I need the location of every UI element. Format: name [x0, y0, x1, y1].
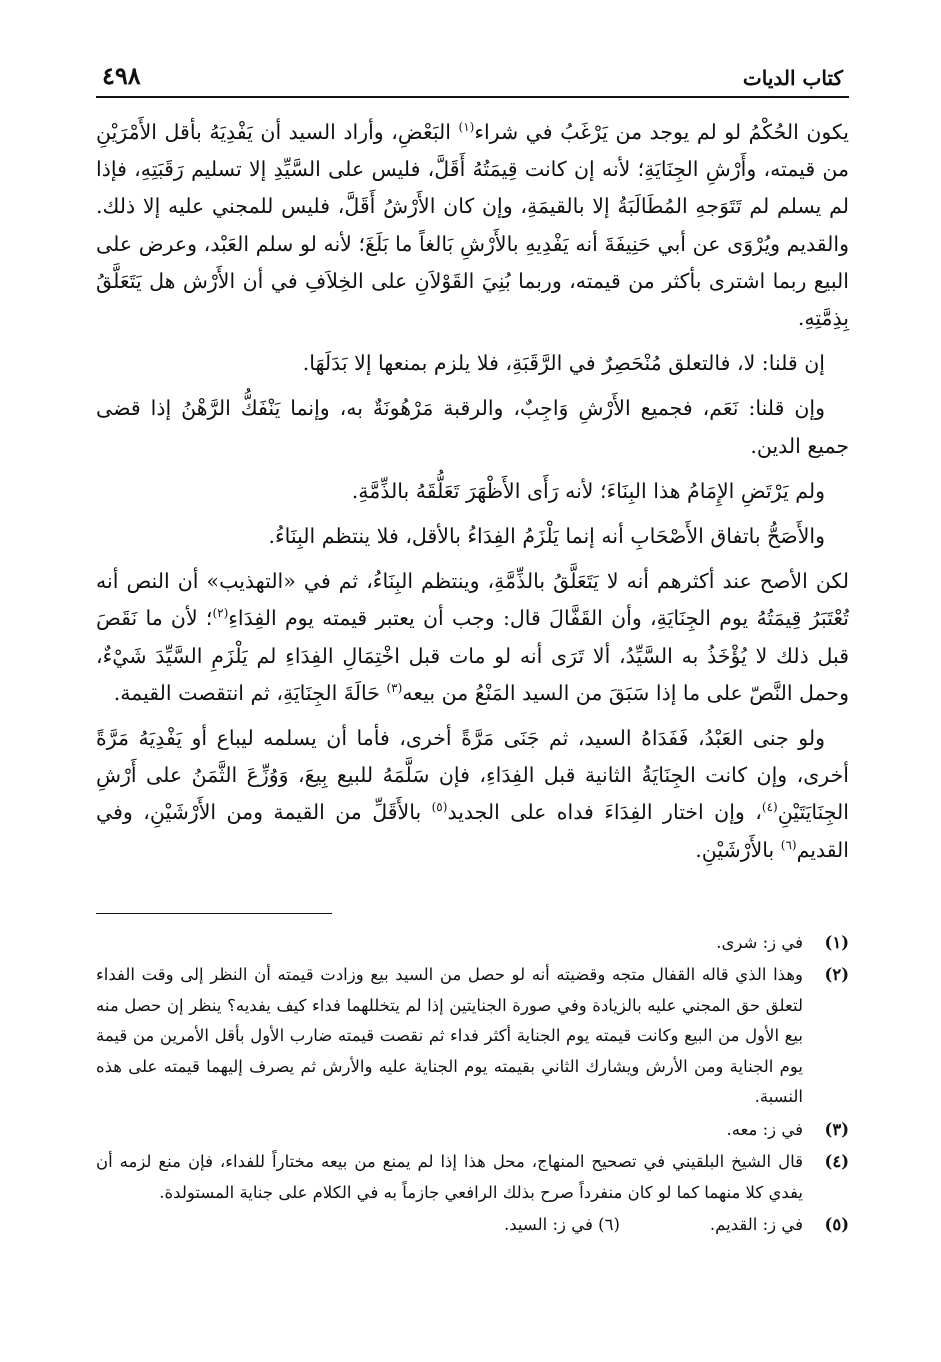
footnote-ref: (٣)	[386, 681, 403, 696]
running-title: كتاب الديات	[742, 66, 843, 90]
footnote-divider	[96, 913, 332, 914]
footnote	[96, 1210, 849, 1241]
footnote-number: (١)	[824, 932, 849, 952]
footnote-number: (٢)	[824, 965, 849, 985]
footnote-ref: (٤)	[761, 800, 778, 815]
paragraph: لكن الأصح عند أكثرهم أنه لا يَتَعَلَّقُ بالذِّمَّةِ، وينتظم البِنَاءُ، ثم في «التهذيب» أن النص أنه تُعْتَبَرُ قِيمَتُهُ يوم الجِنَايَةِ، وأن القَفَّالَ قال: وجب أن يعتبر قيمته يوم الفِدَاءِ$^{(٢)}$؛ لأن ما نَقَصَ قبل ذلك لا يُؤْخَذُ به السَّيِّدُ، ألا تَرَى أنه لو مات قبل اخْتِمَالِ الفِدَاءِ لم يَلْزَمِ السَّيِّدَ شَيْءٌ، وحمل النَّصّ على ما إذا سَبَقَ من السيد المَنْعُ من بيعه$^{(٣)}$ حَالَةَ الجِنَايَةِ، ثم انتقصت القيمة.	[96, 569, 849, 705]
page-number: ٤٩٨	[102, 61, 141, 90]
paragraph: إن قلنا: لا، فالتعلق مُنْحَصِرٌ في الرَّقَبَةِ، فلا يلزم بمنعها إلا بَدَلَهَا.	[302, 351, 825, 376]
footnote	[96, 960, 849, 1113]
paragraph: يكون الحُكْمُ لو لم يوجد من يَرْغَبُ في شراء$^{(١)}$ البَعْضِ، وأراد السيد أن يَفْدِيَهُ بأقل الأَمْرَيْنِ من قيمته، وأَرْشِ الجِنَايَةِ؛ لأنه إن كانت قِيمَتُهُ أَقَلَّ، فليس على السَّيِّدِ إلا تسليم رَقَبَتِهِ، فإذا لم يسلم لم تَتَوَجهِ المُطَالَبَةُ إلا بالقيمَةِ، وإن كان الأَرْشُ أَقَلَّ، فليس للمجني عليه إلا ذلك. والقديم ويُرْوَى عن أبي حَنِيفَةَ أنه يَفْدِيهِ بالأَرْشِ بَالغاً ما بَلَغَ؛ لأنه لو سلم العَبْد، وعرض على البيع ربما اشترى بأكثر من قيمته، وربما بُنِيَ القَوْلاَنِ على الخِلاَفِ في أن الأَرْش هل يَتَعَلَّقُ بِذِمَّتِهِ.	[96, 120, 849, 331]
footnote-text: في ز: معه.	[726, 1119, 803, 1139]
footnote	[96, 928, 849, 959]
footnote-text-pair	[96, 1210, 803, 1241]
footnote-text: في ز: شرى.	[716, 932, 803, 952]
footnotes	[96, 928, 849, 1241]
paragraph: ولم يَرْتَضِ الإِمَامُ هذا البِنَاءَ؛ لأنه رَأَى الأَظْهَرَ تَعَلُّقَهُ بالذِّمَّةِ.	[351, 478, 825, 503]
footnote-ref: (٦)	[780, 837, 797, 852]
footnote-text: (٦) في ز: السيد.	[504, 1215, 620, 1235]
footnote	[96, 1147, 849, 1208]
paragraph: ولو جنى العَبْدُ، فَفَدَاهُ السيد، ثم جَنَى مَرَّةً أخرى، فأما أن يسلمه ليباع أو يَفْدِيَهُ مَرَّةً أخرى، وإن كانت الجِنَايَةُ الثانية قبل الفِدَاءِ، فإن سَلَّمَهُ للبيع بِيعَ، وَوُزِّعَ الثَّمَنُ على أَرْشِ الجِنَايَتَيْنِ$^{(٤)}$، وإن اختار الفِدَاءَ فداه على الجديد$^{(٥)}$ بالأَقَلِّ من القيمة ومن الأَرْشَيْنِ، وفي القديم$^{(٦)}$ بالأَرْشَيْنِ.	[96, 726, 849, 862]
footnote-ref: (٥)	[431, 800, 448, 815]
footnote-text: وهذا الذي قاله القفال متجه وقضيته أنه لو حصل من السيد بيع وزادت قيمته أن النظر إلى وقت الفداء لتعلق حق المجني عليه بالزيادة وفي صورة الجنايتين إذا لم يتخللهما فداء كيف يفديه؟ ينظر إن حصل منه بيع الأول من البيع وكانت قيمته يوم الجناية أكثر فداء ثم نقصت قيمته ضارب الأول بأقل الأمرين من قيمة يوم الجناية ومن الأرش ويشارك الثاني بقيمته يوم الجناية عليه والأرش ثم يصرف إليهما قيمته على هذه النسبة.	[96, 965, 803, 1107]
paragraph: وإن قلنا: نَعَم، فجميع الأَرْشِ وَاجِبٌ، والرقبة مَرْهُونَةٌ به، وإنما يَنْفَكُّ الرَّهْنُ إذا قضى جميع الدين.	[96, 396, 849, 458]
footnote-text: قال الشيخ البلقيني في تصحيح المنهاج، محل هذا إذا لم يمنع من بيعه مختاراً للفداء، فإن منع لزمه أن يفدي كلا منهما كما لو كان منفرداً صرح بذلك الرافعي جازماً به في الكلام على جناية المستولدة.	[96, 1152, 803, 1202]
footnote-number: (٤)	[824, 1152, 849, 1172]
footnote	[96, 1115, 849, 1146]
main-text	[96, 114, 849, 869]
page-header	[96, 52, 849, 98]
paragraph: والأَصَحُّ باتفاق الأَصْحَابِ أنه إنما يَلْزَمُ الفِدَاءُ بالأقل، فلا ينتظم البِنَاءُ.	[268, 524, 825, 549]
footnote-text: في ز: القديم.	[709, 1215, 803, 1235]
footnote-ref: (١)	[458, 120, 475, 135]
footnote-ref: (٢)	[212, 606, 229, 621]
footnote-number: (٥)	[824, 1215, 849, 1235]
footnote-number: (٣)	[824, 1119, 849, 1139]
